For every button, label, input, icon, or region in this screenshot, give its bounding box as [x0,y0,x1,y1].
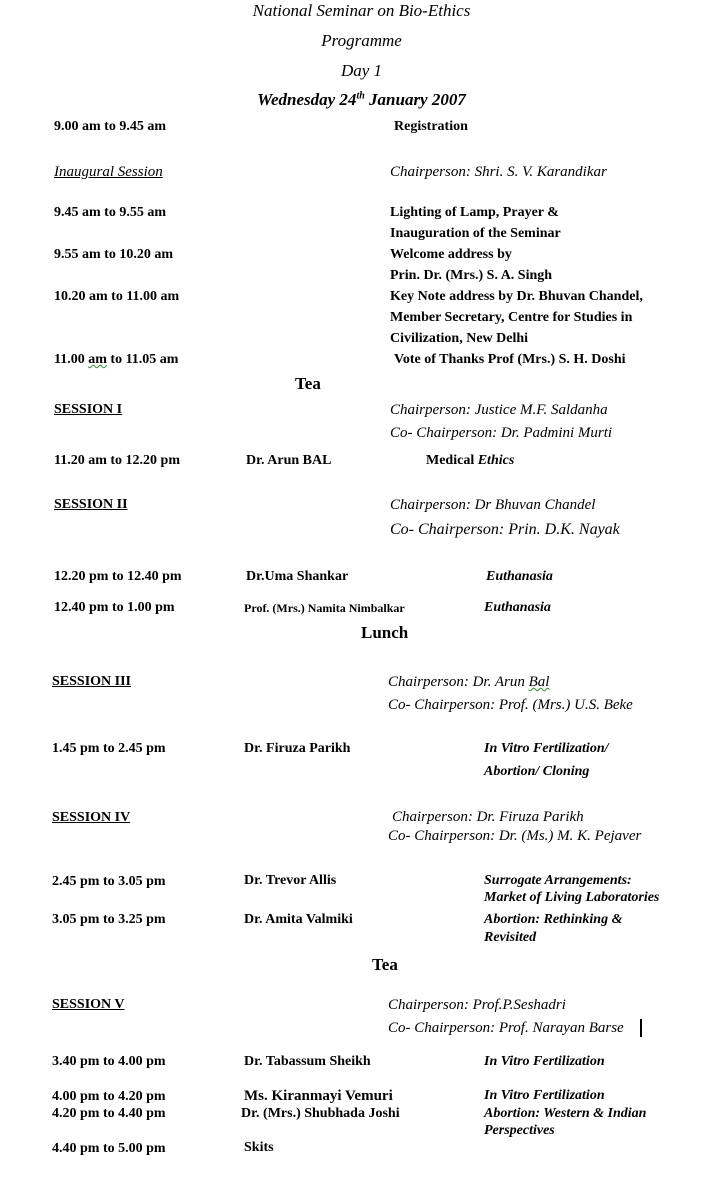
speaker-name: Dr. Firuza Parikh [244,741,351,756]
talk-topic: Euthanasia [486,569,553,584]
schedule-time: 4.00 pm to 4.20 pm [52,1089,166,1104]
talk-topic: Perspectives [484,1123,555,1138]
inaugural-chairperson: Chairperson: Shri. S. V. Karandikar [390,164,607,180]
programme-heading: Programme [321,31,402,50]
schedule-item: Prin. Dr. (Mrs.) S. A. Singh [390,268,553,283]
document-title: National Seminar on Bio-Ethics [252,1,471,20]
tea-break: Tea [372,955,398,974]
schedule-item: Civilization, New Delhi [390,331,529,346]
schedule-time: 11.00 am to 11.05 am [54,352,179,367]
schedule-time: 12.20 pm to 12.40 pm [54,569,182,584]
speaker-name: Dr.Uma Shankar [246,569,349,584]
talk-topic: Euthanasia [484,600,551,615]
talk-topic: In Vitro Fertilization/ [484,741,609,756]
schedule-time: 11.20 am to 12.20 pm [54,453,180,468]
schedule-item: Welcome address by [390,247,512,262]
schedule-time: 9.55 am to 10.20 am [54,247,173,262]
speaker-name: Prof. (Mrs.) Namita Nimbalkar [244,601,405,615]
session-3-label: SESSION III [52,674,131,689]
schedule-time: 1.45 pm to 2.45 pm [52,741,166,756]
session-3-cochairperson: Co- Chairperson: Prof. (Mrs.) U.S. Beke [388,697,633,713]
session-4-cochairperson: Co- Chairperson: Dr. (Ms.) M. K. Pejaver [388,828,642,844]
schedule-item: Inauguration of the Seminar [390,226,561,241]
talk-topic: Abortion: Rethinking & [484,912,623,927]
talk-topic: Market of Living Laboratories [484,890,660,905]
session-2-cochairperson: Co- Chairperson: Prin. D.K. Nayak [390,521,620,538]
talk-topic: In Vitro Fertilization [484,1054,605,1069]
schedule-time: 9.45 am to 9.55 am [54,205,166,220]
schedule-item: Key Note address by Dr. Bhuvan Chandel, [390,289,643,304]
talk-topic: Surrogate Arrangements: [484,873,632,888]
session-4-label: SESSION IV [52,810,131,825]
schedule-time: 10.20 am to 11.00 am [54,289,180,304]
talk-topic: Revisited [484,930,537,945]
talk-topic: Medical Ethics [426,453,515,468]
schedule-time: 4.40 pm to 5.00 pm [52,1141,166,1156]
session-1-cochairperson: Co- Chairperson: Dr. Padmini Murti [390,425,613,441]
schedule-item: Lighting of Lamp, Prayer & [390,205,559,220]
speaker-name: Dr. Tabassum Sheikh [244,1054,371,1069]
lunch-break: Lunch [361,623,409,642]
schedule-item: Member Secretary, Centre for Studies in [390,310,633,325]
schedule-time: 3.40 pm to 4.00 pm [52,1054,166,1069]
schedule-item: Vote of Thanks Prof (Mrs.) S. H. Doshi [394,352,626,367]
session-1-chairperson: Chairperson: Justice M.F. Saldanha [390,402,608,418]
session-5-chairperson: Chairperson: Prof.P.Seshadri [388,997,566,1013]
talk-topic: In Vitro Fertilization [484,1088,605,1103]
talk-topic: Abortion/ Cloning [484,764,590,779]
speaker-name: Ms. Kiranmayi Vemuri [244,1088,393,1104]
speaker-name: Skits [244,1140,274,1155]
inaugural-session-label: Inaugural Session [54,164,163,180]
registration-item: Registration [394,119,468,134]
session-1-label: SESSION I [54,402,123,417]
speaker-name: Dr. (Mrs.) Shubhada Joshi [241,1106,400,1121]
session-5-label: SESSION V [52,997,125,1012]
schedule-time: 4.20 pm to 4.40 pm [52,1106,166,1121]
speaker-name: Dr. Trevor Allis [244,873,337,888]
registration-time: 9.00 am to 9.45 am [54,119,166,134]
session-3-chairperson: Chairperson: Dr. Arun Bal [388,674,550,690]
tea-break: Tea [295,374,321,393]
session-2-label: SESSION II [54,497,128,512]
speaker-name: Dr. Arun BAL [246,453,332,468]
day-heading: Day 1 [340,61,383,80]
talk-topic: Abortion: Western & Indian [484,1106,647,1121]
schedule-time: 12.40 pm to 1.00 pm [54,600,175,615]
schedule-time: 3.05 pm to 3.25 pm [52,912,166,927]
session-4-chairperson: Chairperson: Dr. Firuza Parikh [392,809,584,825]
date-heading: Wednesday 24th January 2007 [257,90,466,109]
schedule-time: 2.45 pm to 3.05 pm [52,874,166,889]
speaker-name: Dr. Amita Valmiki [244,912,353,927]
session-5-cochairperson: Co- Chairperson: Prof. Narayan Barse [388,1020,624,1036]
session-2-chairperson: Chairperson: Dr Bhuvan Chandel [390,497,596,513]
text-cursor [640,1019,642,1037]
